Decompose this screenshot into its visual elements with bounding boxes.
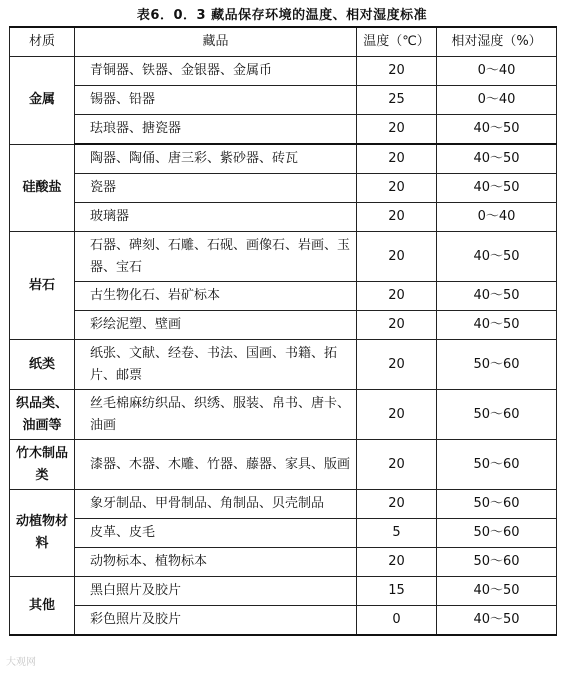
items-cell: 纸张、文献、经卷、书法、国画、书籍、拓片、邮票: [75, 340, 357, 390]
items-cell: 陶器、陶俑、唐三彩、紫砂器、砖瓦: [75, 144, 357, 174]
items-cell: 皮革、皮毛: [75, 519, 357, 548]
material-cell: 纸类: [10, 340, 75, 390]
humidity-cell: 0～40: [437, 57, 557, 86]
header-row: [10, 27, 557, 57]
header-material: 材质: [10, 27, 75, 57]
humidity-cell: 0～40: [437, 203, 557, 232]
items-cell: 锡器、铅器: [75, 86, 357, 115]
items-cell: 彩色照片及胶片: [75, 606, 357, 636]
material-cell: 硅酸盐: [10, 144, 75, 232]
material-cell: 织品类、油画等: [10, 390, 75, 440]
table-row: [10, 203, 557, 232]
table-row: [10, 232, 557, 282]
temperature-cell: 20: [357, 174, 437, 203]
table-row: [10, 390, 557, 440]
items-cell: 古生物化石、岩矿标本: [75, 282, 357, 311]
table-row: [10, 340, 557, 390]
header-items: 藏品: [75, 27, 357, 57]
humidity-cell: 40～50: [437, 174, 557, 203]
temperature-cell: 20: [357, 203, 437, 232]
humidity-cell: 50～60: [437, 490, 557, 519]
table-row: [10, 577, 557, 606]
temperature-cell: 20: [357, 490, 437, 519]
table-row: [10, 490, 557, 519]
temperature-cell: 20: [357, 115, 437, 145]
humidity-cell: 50～60: [437, 519, 557, 548]
header-humidity: 相对湿度（%）: [437, 27, 557, 57]
temperature-cell: 20: [357, 144, 437, 174]
material-cell: 动植物材料: [10, 490, 75, 577]
table-row: [10, 86, 557, 115]
temperature-cell: 20: [357, 57, 437, 86]
temperature-cell: 20: [357, 390, 437, 440]
table-row: [10, 174, 557, 203]
material-cell: 其他: [10, 577, 75, 636]
items-cell: 彩绘泥塑、壁画: [75, 311, 357, 340]
temperature-cell: 0: [357, 606, 437, 636]
table-row: [10, 606, 557, 636]
humidity-cell: 50～60: [437, 440, 557, 490]
humidity-cell: 40～50: [437, 115, 557, 145]
watermark: 大观网: [6, 657, 36, 668]
items-cell: 青铜器、铁器、金银器、金属币: [75, 57, 357, 86]
table-row: [10, 311, 557, 340]
temperature-cell: 15: [357, 577, 437, 606]
items-cell: 丝毛棉麻纺织品、织绣、服装、帛书、唐卡、油画: [75, 390, 357, 440]
temperature-cell: 20: [357, 311, 437, 340]
temperature-cell: 5: [357, 519, 437, 548]
humidity-cell: 40～50: [437, 577, 557, 606]
items-cell: 珐琅器、搪瓷器: [75, 115, 357, 145]
temperature-cell: 20: [357, 548, 437, 577]
table-row: [10, 440, 557, 490]
material-cell: 金属: [10, 57, 75, 145]
humidity-cell: 40～50: [437, 311, 557, 340]
humidity-cell: 0～40: [437, 86, 557, 115]
items-cell: 漆器、木器、木雕、竹器、藤器、家具、版画: [75, 440, 357, 490]
temperature-cell: 20: [357, 440, 437, 490]
items-cell: 象牙制品、甲骨制品、角制品、贝壳制品: [75, 490, 357, 519]
items-cell: 石器、碑刻、石雕、石砚、画像石、岩画、玉器、宝石: [75, 232, 357, 282]
humidity-cell: 40～50: [437, 282, 557, 311]
table-row: [10, 519, 557, 548]
temperature-cell: 25: [357, 86, 437, 115]
table-row: [10, 282, 557, 311]
humidity-cell: 40～50: [437, 144, 557, 174]
items-cell: 动物标本、植物标本: [75, 548, 357, 577]
table-row: [10, 548, 557, 577]
header-temperature: 温度（℃）: [357, 27, 437, 57]
temperature-cell: 20: [357, 340, 437, 390]
humidity-cell: 50～60: [437, 340, 557, 390]
humidity-cell: 40～50: [437, 606, 557, 636]
table-title: 表6．0．3 藏品保存环境的温度、相对湿度标准: [136, 8, 428, 23]
table-row: [10, 115, 557, 145]
humidity-cell: 50～60: [437, 548, 557, 577]
table-row: [10, 57, 557, 86]
humidity-cell: 50～60: [437, 390, 557, 440]
table-body: [10, 57, 557, 636]
items-cell: 黑白照片及胶片: [75, 577, 357, 606]
temperature-cell: 20: [357, 232, 437, 282]
table-row: [10, 144, 557, 174]
material-cell: 岩石: [10, 232, 75, 340]
material-cell: 竹木制品类: [10, 440, 75, 490]
humidity-cell: 40～50: [437, 232, 557, 282]
temperature-cell: 20: [357, 282, 437, 311]
items-cell: 瓷器: [75, 174, 357, 203]
storage-standards-table: [9, 26, 557, 636]
items-cell: 玻璃器: [75, 203, 357, 232]
